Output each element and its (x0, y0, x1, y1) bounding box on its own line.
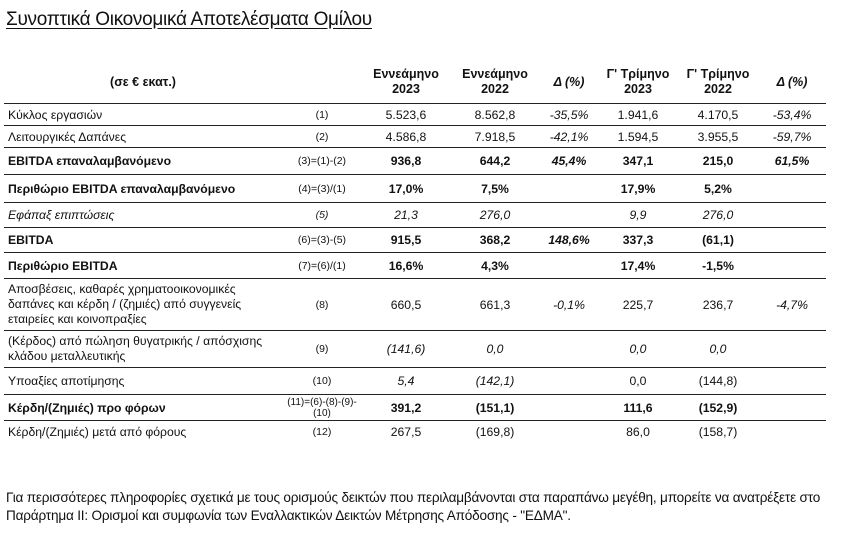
value-9m-2023: 391,2 (362, 395, 450, 421)
value-q3-2022: 276,0 (678, 203, 758, 228)
value-q3-2023: 86,0 (626, 424, 650, 439)
value-9m-2022: 0,0 (450, 331, 540, 368)
value-9m-2023: 5.523,6 (362, 104, 450, 126)
value-9m-2023: 936,8 (362, 148, 450, 175)
value-9m-2022: 661,3 (450, 279, 540, 331)
value-9m-2022: (142,1) (450, 368, 540, 395)
change-q3: -59,7% (758, 126, 826, 148)
change-q3: -4,7% (758, 279, 826, 331)
value-q3-2023: 111,6 (598, 395, 678, 421)
value-9m-2022: (151,1) (450, 395, 540, 421)
change-q3 (758, 331, 826, 368)
table-row (4, 126, 826, 148)
row-note: (5) (282, 203, 362, 228)
value-9m-2022: 368,2 (450, 228, 540, 253)
table-row (4, 395, 826, 421)
row-note: (12) (312, 425, 332, 438)
value-9m-2022: 8.562,8 (450, 104, 540, 126)
value-q3-2023: 9,9 (598, 203, 678, 228)
page-title: Συνοπτικά Οικονομικά Αποτελέσματα Ομίλου (6, 9, 372, 30)
note-column-header (282, 61, 362, 104)
table-row (4, 368, 826, 395)
change-9m (540, 421, 598, 443)
value-q3-2023: 225,7 (598, 279, 678, 331)
value-q3-2023: 337,3 (598, 228, 678, 253)
value-q3-2023: 17,9% (598, 175, 678, 203)
row-note: (6)=(3)-(5) (282, 228, 362, 253)
change-9m (540, 253, 598, 279)
change-9m (540, 368, 598, 395)
value-q3-2022: 0,0 (678, 331, 758, 368)
value-q3-2022: (152,9) (678, 395, 758, 421)
value-q3-2022: 236,7 (678, 279, 758, 331)
col-9m-2023-header: Εννεάμηνο 2023 (362, 61, 450, 104)
table-row (4, 228, 826, 253)
change-9m: 148,6% (540, 228, 598, 253)
row-label: Λειτουργικές Δαπάνες (4, 126, 282, 148)
col-q3-2022-header: Γ' Τρίμηνο 2022 (678, 61, 758, 104)
value-9m-2023: 21,3 (362, 203, 450, 228)
table-row (4, 331, 826, 368)
table-row (4, 253, 826, 279)
change-9m: -35,5% (540, 104, 598, 126)
value-9m-2022: 7,5% (450, 175, 540, 203)
value-q3-2022: 3.955,5 (678, 126, 758, 148)
footer-note: Για περισσότερες πληροφορίες σχετικά με τους ορισμούς δεικτών που περιλαμβάνονται στα παραπάνω μεγέθη, μπορείτε να ανατρέξετε στο Παράρτημα ΙΙ: Ορισμοί και συμφωνία των Εναλλακτικών Δεικτών Μέτρησης Απόδοσης - "ΕΔΜΑ". (6, 490, 821, 523)
change-9m (540, 395, 598, 421)
row-label: Κέρδη/(Ζημιές) μετά από φόρους (8, 424, 187, 439)
value-9m-2023: 915,5 (362, 228, 450, 253)
row-note: (10) (282, 368, 362, 395)
row-note: (1) (282, 104, 362, 126)
col-q3-change-header: Δ (%) (758, 61, 826, 104)
change-q3 (758, 421, 826, 443)
row-label: Υποαξίες αποτίμησης (4, 368, 282, 395)
value-9m-2023: 16,6% (362, 253, 450, 279)
change-9m: -0,1% (540, 279, 598, 331)
value-9m-2023: (141,6) (362, 331, 450, 368)
change-9m (540, 175, 598, 203)
change-q3 (758, 203, 826, 228)
table-row (4, 148, 826, 175)
value-q3-2022: (144,8) (678, 368, 758, 395)
value-q3-2022: (61,1) (678, 228, 758, 253)
change-q3: -53,4% (758, 104, 826, 126)
value-q3-2022: 215,0 (678, 148, 758, 175)
value-9m-2023: 660,5 (362, 279, 450, 331)
row-note: (9) (282, 331, 362, 368)
value-q3-2023: 347,1 (598, 148, 678, 175)
row-label: Αποσβέσεις, καθαρές χρηματοοικονομικές δαπάνες και κέρδη / (ζημιές) από συγγενείς εταιρείες και κοινοπραξίες (4, 279, 282, 331)
value-q3-2022: -1,5% (678, 253, 758, 279)
row-note: (3)=(1)-(2) (282, 148, 362, 175)
table-row (4, 104, 826, 126)
value-9m-2022: 7.918,5 (450, 126, 540, 148)
change-9m (540, 203, 598, 228)
row-label: Εφάπαξ επιπτώσεις (4, 203, 282, 228)
change-q3 (758, 368, 826, 395)
row-label: EBITDA (4, 228, 282, 253)
value-9m-2022: (169,8) (475, 424, 515, 439)
value-9m-2022: 276,0 (450, 203, 540, 228)
table-row (4, 175, 826, 203)
row-note: (4)=(3)/(1) (282, 175, 362, 203)
change-q3 (758, 253, 826, 279)
table-header-row (4, 61, 826, 104)
table-body (4, 104, 826, 443)
row-label: EBITDA επαναλαμβανόμενο (4, 148, 282, 175)
value-9m-2023: 5,4 (362, 368, 450, 395)
value-q3-2022: 4.170,5 (678, 104, 758, 126)
row-note: (11)=(6)-(8)-(9)-(10) (282, 395, 362, 421)
value-9m-2022: 644,2 (450, 148, 540, 175)
value-q3-2023: 0,0 (598, 368, 678, 395)
value-9m-2023: 4.586,8 (362, 126, 450, 148)
financial-results-table (4, 61, 826, 443)
change-9m (540, 331, 598, 368)
unit-label: (σε € εκατ.) (4, 61, 282, 104)
value-9m-2022: 4,3% (450, 253, 540, 279)
change-q3 (758, 395, 826, 421)
change-q3 (758, 228, 826, 253)
value-q3-2023: 0,0 (598, 331, 678, 368)
col-9m-change-header: Δ (%) (540, 61, 598, 104)
row-label: Κύκλος εργασιών (4, 104, 282, 126)
row-note: (8) (282, 279, 362, 331)
table-row (4, 421, 826, 443)
value-9m-2023: 17,0% (362, 175, 450, 203)
table-row (4, 203, 826, 228)
change-9m: 45,4% (540, 148, 598, 175)
value-q3-2023: 1.594,5 (598, 126, 678, 148)
col-9m-2022-header: Εννεάμηνο 2022 (450, 61, 540, 104)
row-label: Περιθώριο EBITDA (4, 253, 282, 279)
row-label: Κέρδη/(Ζημιές) προ φόρων (4, 395, 282, 421)
table-row (4, 279, 826, 331)
col-q3-2023-header: Γ' Τρίμηνο 2023 (598, 61, 678, 104)
value-9m-2023: 267,5 (390, 424, 422, 439)
row-label: (Κέρδος) από πώληση θυγατρικής / απόσχισης κλάδου μεταλλευτικής (4, 331, 282, 368)
value-q3-2023: 17,4% (598, 253, 678, 279)
change-9m: -42,1% (540, 126, 598, 148)
row-label: Περιθώριο EBITDA επαναλαμβανόμενο (4, 175, 282, 203)
value-q3-2022: (158,7) (698, 424, 738, 439)
row-note: (2) (282, 126, 362, 148)
change-q3 (758, 175, 826, 203)
value-q3-2023: 1.941,6 (598, 104, 678, 126)
row-note: (7)=(6)/(1) (282, 253, 362, 279)
change-q3: 61,5% (758, 148, 826, 175)
value-q3-2022: 5,2% (678, 175, 758, 203)
